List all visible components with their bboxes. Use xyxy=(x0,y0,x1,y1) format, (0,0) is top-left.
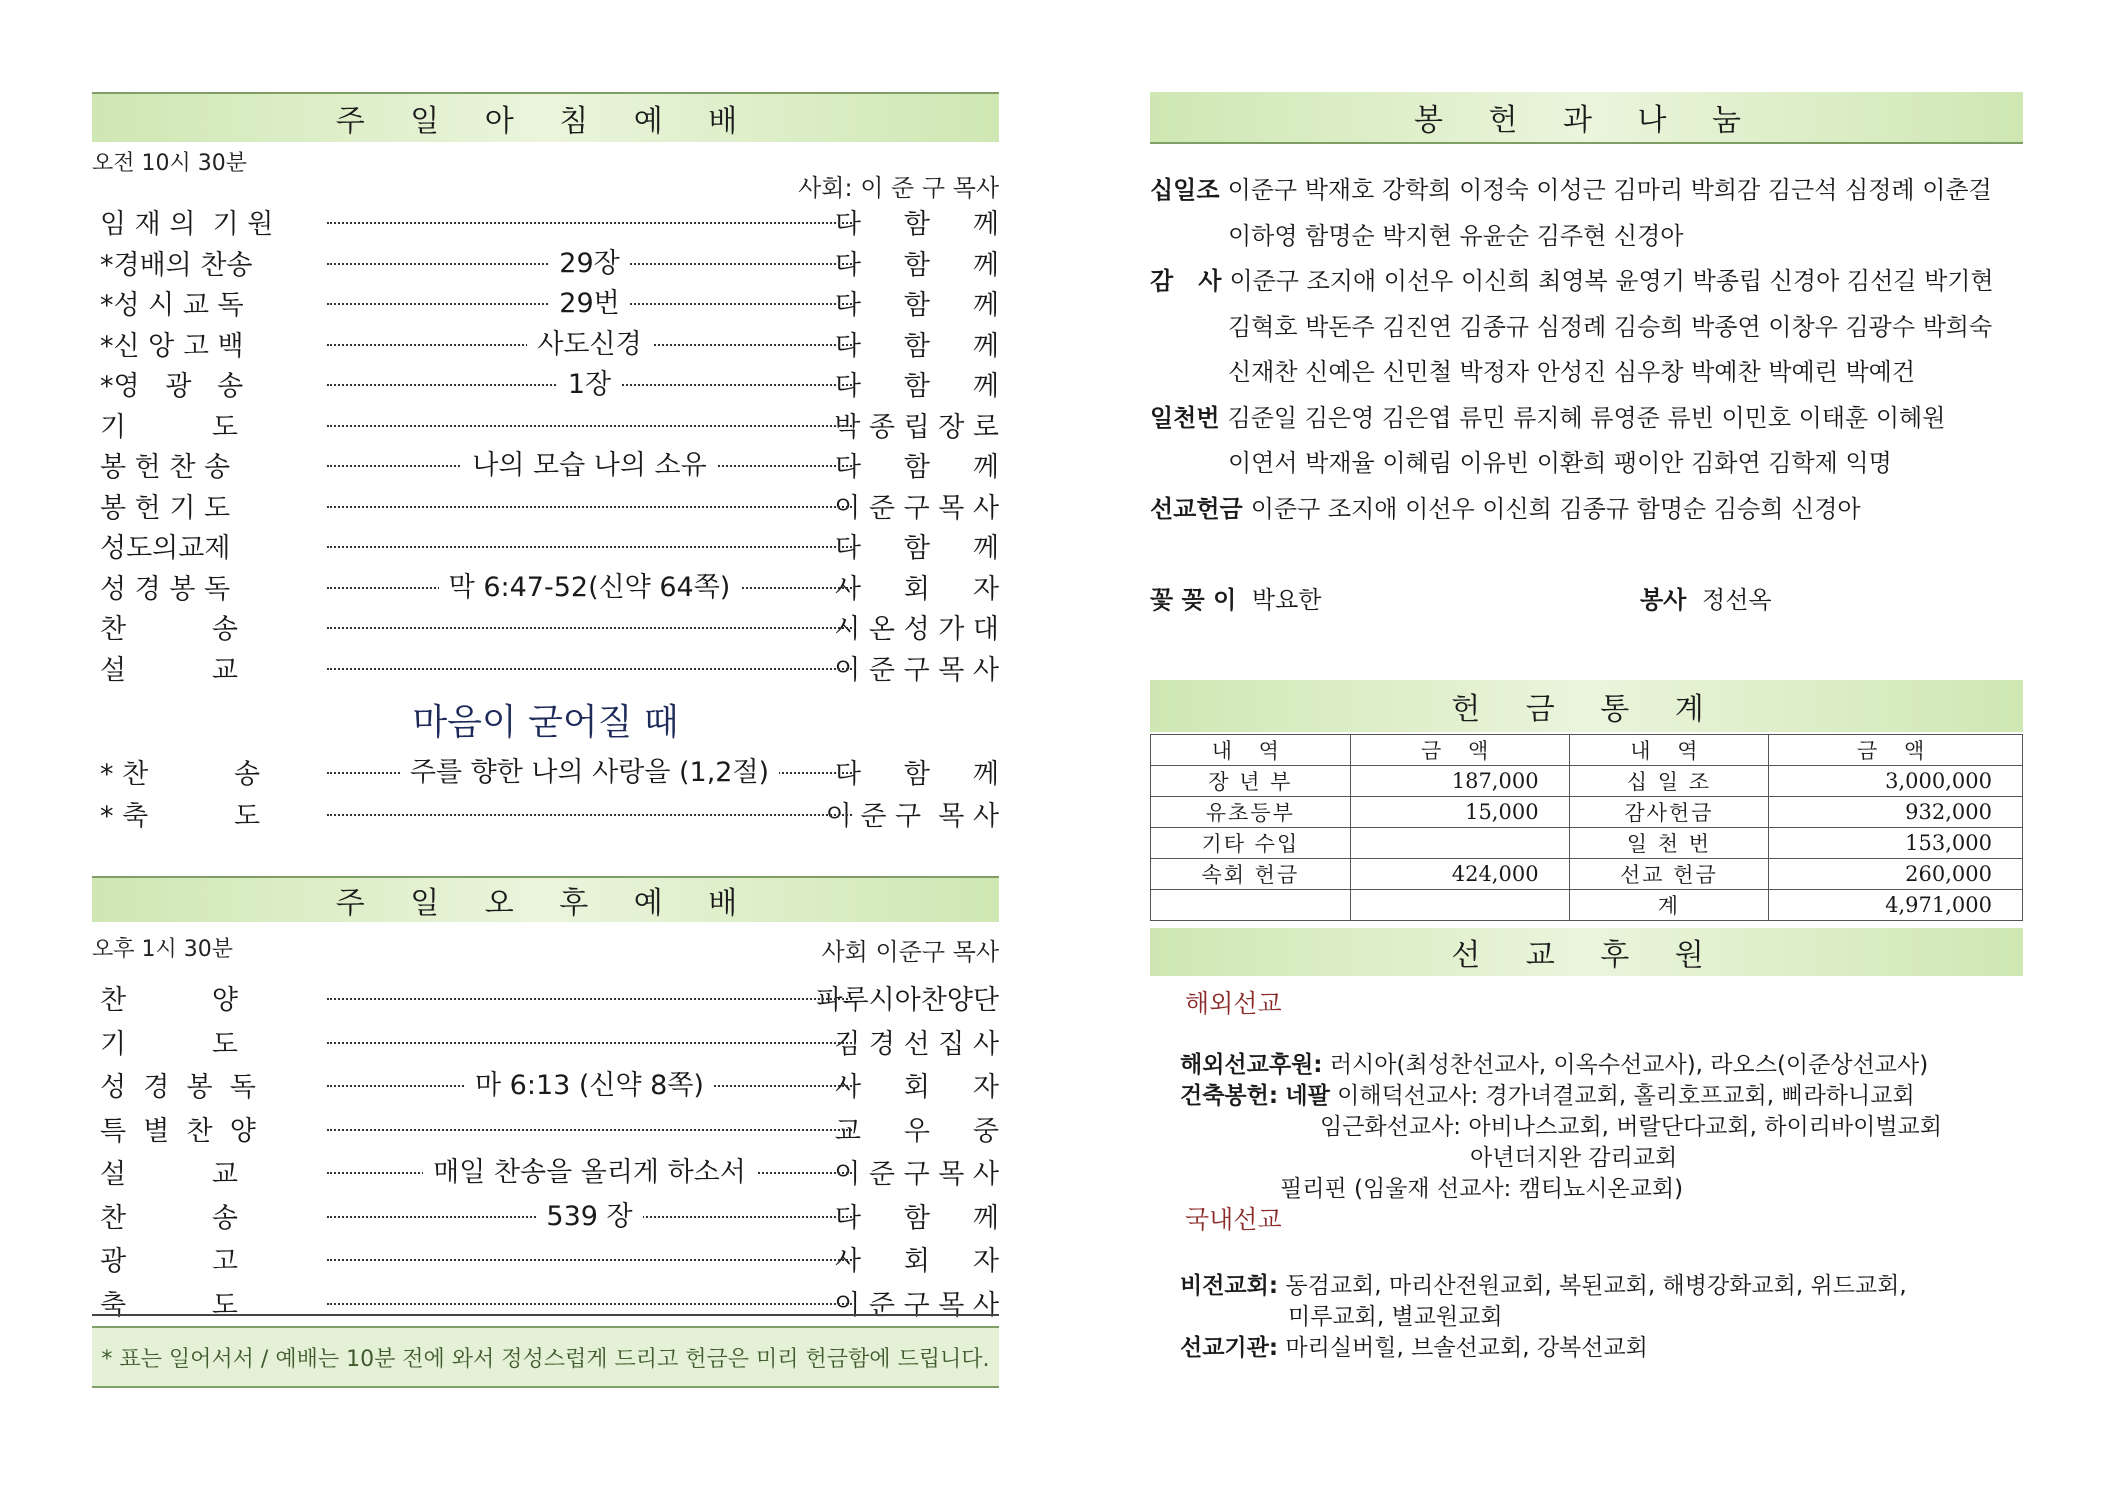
org-text: 마리실버힐, 브솔선교회, 강복선교회 xyxy=(1285,1335,1648,1361)
divider xyxy=(92,1314,999,1316)
order-row xyxy=(92,243,999,283)
order-row xyxy=(92,752,999,792)
flower-label: 꽃 꽂 이 xyxy=(1150,586,1237,614)
order-performer: 다 함 께 xyxy=(834,209,999,240)
col-header: 금 액 xyxy=(1769,735,2023,766)
offering-names: 이연서 박재율 이혜림 이유빈 이환희 팽이안 김화연 김학제 익명 xyxy=(1228,449,1892,477)
overseas-heading: 해외선교 xyxy=(1185,989,1282,1018)
order-row xyxy=(92,405,999,445)
table-cell: 일 천 번 xyxy=(1569,828,1769,859)
table-cell: 유초등부 xyxy=(1151,797,1351,828)
order-performer: 시 온 성 가 대 xyxy=(834,614,999,645)
order-label: 기 도 xyxy=(100,1028,238,1060)
offering-names: 김혁호 박돈주 김진연 김종규 심정례 김승희 박종연 이창우 김광수 박희숙 xyxy=(1228,312,1993,341)
order-label: 광 고 xyxy=(100,1246,238,1277)
order-detail xyxy=(327,1063,852,1102)
table-cell xyxy=(1350,828,1569,859)
notice-text: * 표는 일어서서 / 예배는 10분 전에 와서 정성스럽게 드리고 헌금은 미리 헌금함에 드립니다. xyxy=(101,1346,990,1372)
offering-names: 이하영 함명순 박지현 유윤순 김주현 신경아 xyxy=(1228,221,1684,250)
table-cell: 187,000 xyxy=(1350,766,1569,797)
table-cell: 3,000,000 xyxy=(1769,766,2023,797)
table-cell: 속회 헌금 xyxy=(1151,859,1351,890)
table-row xyxy=(1151,890,2023,921)
offering-line xyxy=(1150,261,1994,296)
offering-line xyxy=(1228,352,1915,387)
order-row xyxy=(92,486,999,526)
table-cell: 424,000 xyxy=(1350,859,1569,890)
leader-dots xyxy=(327,1109,852,1131)
order-row xyxy=(92,202,999,242)
order-label: *신 앙 고 백 xyxy=(100,330,244,362)
order-detail-text: 사도신경 xyxy=(527,329,651,360)
table-cell: 십 일 조 xyxy=(1569,766,1769,797)
leader-dots xyxy=(327,794,852,816)
order-detail xyxy=(327,322,852,361)
order-detail-text: 29장 xyxy=(549,248,629,279)
table-row xyxy=(1151,859,2023,890)
service-label: 봉사 xyxy=(1640,586,1687,614)
order-detail xyxy=(327,565,852,604)
leader-dots xyxy=(327,202,852,224)
table-cell: 기타 수입 xyxy=(1151,828,1351,859)
order-label: 찬 송 xyxy=(100,1202,238,1234)
order-performer: 이 준 구 목 사 xyxy=(834,1289,999,1321)
order-detail-text: 막 6:47-52(신약 64쪽) xyxy=(439,572,741,603)
leader-dots xyxy=(327,1283,852,1305)
philippines-line: 필리핀 (임울재 선교사: 캠티뇨시온교회) xyxy=(1280,1176,1684,1202)
table-cell: 260,000 xyxy=(1769,859,2023,890)
order-row xyxy=(92,1283,999,1323)
offering-stats-table xyxy=(1150,734,2023,921)
order-label: 설 교 xyxy=(100,1159,238,1190)
order-detail-text: 나의 모습 나의 소유 xyxy=(462,450,716,481)
order-label: 임 재 의 기 원 xyxy=(100,209,274,240)
offering-line xyxy=(1228,307,1992,342)
col-header: 내 역 xyxy=(1569,735,1769,766)
table-row xyxy=(1151,797,2023,828)
order-detail xyxy=(327,241,852,280)
overseas-support-label: 해외선교후원: xyxy=(1180,1052,1323,1078)
order-performer: 교 우 중 xyxy=(834,1115,999,1147)
notice-box xyxy=(92,1326,999,1388)
order-label: *성 시 교 독 xyxy=(100,290,244,321)
nepal-line-2: 임근화선교사: 아비나스교회, 버랄단다교회, 하이리바이벌교회 xyxy=(1320,1114,1942,1140)
order-detail xyxy=(327,750,852,789)
order-performer: 다 함 께 xyxy=(834,330,999,362)
order-label: 봉 헌 기 도 xyxy=(100,492,231,524)
building-label: 건축봉헌: xyxy=(1180,1083,1279,1109)
afternoon-host: 사회 이준구 목사 xyxy=(821,938,999,966)
overseas-support-text: 러시아(최성찬선교사, 이옥수선교사), 라오스(이준상선교사) xyxy=(1329,1052,1929,1078)
leader-dots xyxy=(327,526,852,548)
offering-category: 감 사 xyxy=(1150,267,1222,295)
order-row xyxy=(92,324,999,364)
order-label: *경배의 찬송 xyxy=(100,249,253,281)
order-label: 성 경 봉 독 xyxy=(100,1072,256,1103)
order-detail-text: 539 장 xyxy=(536,1201,642,1232)
order-performer: 이 준 구 목 사 xyxy=(834,1159,999,1190)
order-row xyxy=(92,526,999,566)
order-label: *영 광 송 xyxy=(100,371,244,402)
order-label: 설 교 xyxy=(100,654,238,686)
table-cell: 4,971,000 xyxy=(1769,890,2023,921)
domestic-heading: 국내선교 xyxy=(1185,1205,1282,1234)
order-detail xyxy=(327,1150,852,1189)
table-cell xyxy=(1151,890,1351,921)
offering-names: 이준구 조지애 이선우 이신희 최영복 윤영기 박종립 신경아 김선길 박기현 xyxy=(1229,267,1994,295)
order-row xyxy=(92,1152,999,1192)
service-line xyxy=(1640,580,1772,615)
order-performer: 다 함 께 xyxy=(834,290,999,321)
order-label: 성도의교제 xyxy=(100,533,231,564)
overseas-support-line xyxy=(1180,1046,1928,1079)
order-label: 특 별 찬 양 xyxy=(100,1115,256,1147)
order-performer: 파루시아찬양단 xyxy=(816,985,999,1016)
order-detail xyxy=(327,362,852,401)
order-detail-text: 매일 찬송을 올리게 하소서 xyxy=(423,1157,756,1188)
order-detail-text: 마 6:13 (신약 8쪽) xyxy=(465,1070,714,1101)
morning-host: 사회: 이 준 구 목사 xyxy=(798,174,999,202)
order-performer: 사 회 자 xyxy=(834,1246,999,1277)
afternoon-service-title: 주 일 오 후 예 배 xyxy=(335,886,756,921)
order-performer: 이 준 구 목 사 xyxy=(825,801,999,832)
table-row xyxy=(1151,828,2023,859)
order-performer: 이 준 구 목 사 xyxy=(834,492,999,524)
table-cell: 계 xyxy=(1569,890,1769,921)
offering-names: 신재찬 신예은 신민철 박정자 안성진 심우창 박예찬 박예린 박예건 xyxy=(1228,358,1915,386)
rural-label: 비전교회: xyxy=(1180,1273,1279,1299)
morning-time: 오전 10시 30분 xyxy=(92,151,247,176)
mission-title: 선 교 후 원 xyxy=(1451,938,1722,973)
order-detail-text: 주를 향한 나의 사랑을 (1,2절) xyxy=(400,757,779,788)
offering-names: 이준구 박재호 강학희 이정숙 이성근 김마리 박희감 김근석 심정례 이춘걸 xyxy=(1227,176,1992,204)
leader-dots xyxy=(327,978,852,1000)
stats-title: 헌 금 통 계 xyxy=(1451,692,1722,727)
morning-service-title: 주 일 아 침 예 배 xyxy=(335,104,756,139)
order-row xyxy=(92,1109,999,1149)
rural-line xyxy=(1180,1267,1907,1300)
order-row xyxy=(92,1022,999,1062)
table-cell: 장 년 부 xyxy=(1151,766,1351,797)
order-performer: 다 함 께 xyxy=(834,452,999,483)
leader-dots xyxy=(327,1022,852,1044)
order-performer: 이 준 구 목 사 xyxy=(834,654,999,686)
table-row xyxy=(1151,766,2023,797)
leader-dots xyxy=(327,1239,852,1261)
offering-line xyxy=(1150,398,1945,433)
order-label: 축 도 xyxy=(100,1289,238,1321)
offering-header xyxy=(1150,92,2023,144)
table-cell: 153,000 xyxy=(1769,828,2023,859)
order-performer: 김 경 선 집 사 xyxy=(834,1028,999,1060)
order-label: * 찬 송 xyxy=(100,759,261,790)
order-row xyxy=(92,1239,999,1279)
leader-dots xyxy=(327,486,852,508)
order-row xyxy=(92,978,999,1018)
order-detail-text: 1장 xyxy=(558,369,621,400)
order-row xyxy=(92,648,999,688)
stats-header xyxy=(1150,680,2023,732)
col-header: 금 액 xyxy=(1350,735,1569,766)
order-performer: 다 함 께 xyxy=(834,249,999,281)
nepal-label: 네팔 xyxy=(1285,1083,1330,1109)
building-line xyxy=(1180,1077,1915,1110)
order-row xyxy=(92,567,999,607)
morning-sermon-title: 마음이 굳어질 때 xyxy=(412,702,679,743)
order-label: 성 경 봉 독 xyxy=(100,573,231,605)
order-performer: 사 회 자 xyxy=(834,1072,999,1103)
order-row xyxy=(92,283,999,323)
table-cell xyxy=(1350,890,1569,921)
offering-names: 이준구 조지애 이선우 이신희 김종규 함명순 김승희 신경아 xyxy=(1250,494,1861,523)
nepal-line-1: 이해덕선교사: 경가녀결교회, 홀리호프교회, 삐라하니교회 xyxy=(1337,1083,1915,1109)
table-header-row xyxy=(1151,735,2023,766)
order-label: * 축 도 xyxy=(100,801,261,832)
offering-line xyxy=(1228,443,1892,478)
offering-line xyxy=(1228,216,1683,251)
order-detail xyxy=(327,443,852,482)
order-detail-text: 29번 xyxy=(549,288,629,319)
offering-category: 십일조 xyxy=(1150,176,1220,204)
table-cell: 감사헌금 xyxy=(1569,797,1769,828)
org-line xyxy=(1180,1329,1648,1362)
order-row xyxy=(92,794,999,834)
nepal-line-3: 아년더지완 감리교회 xyxy=(1470,1145,1678,1171)
offering-category: 선교헌금 xyxy=(1150,494,1243,523)
order-label: 기 도 xyxy=(100,411,238,443)
flower-line xyxy=(1150,580,1321,615)
order-row xyxy=(92,607,999,647)
leader-dots xyxy=(327,405,852,427)
order-performer: 다 함 께 xyxy=(834,371,999,402)
col-header: 내 역 xyxy=(1151,735,1351,766)
order-performer: 다 함 께 xyxy=(834,759,999,790)
afternoon-time: 오후 1시 30분 xyxy=(92,937,233,962)
order-label: 찬 양 xyxy=(100,985,238,1016)
offering-line xyxy=(1150,489,1861,524)
service-name: 정선옥 xyxy=(1702,586,1772,614)
table-cell: 932,000 xyxy=(1769,797,2023,828)
offering-category: 일천번 xyxy=(1150,403,1220,432)
order-row xyxy=(92,445,999,485)
order-row xyxy=(92,364,999,404)
afternoon-service-header xyxy=(92,876,999,922)
morning-service-header xyxy=(92,92,999,142)
org-label: 선교기관: xyxy=(1180,1335,1279,1361)
offering-line xyxy=(1150,170,1992,205)
offering-title: 봉 헌 과 나 눔 xyxy=(1413,103,1760,138)
order-row xyxy=(92,1065,999,1105)
table-cell: 선교 헌금 xyxy=(1569,859,1769,890)
order-performer: 박 종 립 장 로 xyxy=(834,411,999,443)
order-label: 봉 헌 찬 송 xyxy=(100,452,231,483)
rural-text-1: 동검교회, 마리산전원교회, 복된교회, 해병강화교회, 위드교회, xyxy=(1285,1273,1907,1299)
offering-names: 김준일 김은영 김은엽 류민 류지혜 류영준 류빈 이민호 이태훈 이혜원 xyxy=(1227,403,1946,432)
order-performer: 다 함 께 xyxy=(834,1202,999,1234)
order-label: 찬 송 xyxy=(100,614,238,645)
flower-name: 박요한 xyxy=(1251,586,1322,614)
order-detail xyxy=(327,281,852,320)
mission-header xyxy=(1150,928,2023,976)
order-row xyxy=(92,1196,999,1236)
order-performer: 다 함 께 xyxy=(834,533,999,564)
order-detail xyxy=(327,1194,852,1233)
rural-text-2: 미루교회, 별교원교회 xyxy=(1288,1304,1503,1330)
table-cell: 15,000 xyxy=(1350,797,1569,828)
leader-dots xyxy=(327,648,852,670)
order-performer: 사 회 자 xyxy=(834,573,999,605)
leader-dots xyxy=(327,607,852,629)
